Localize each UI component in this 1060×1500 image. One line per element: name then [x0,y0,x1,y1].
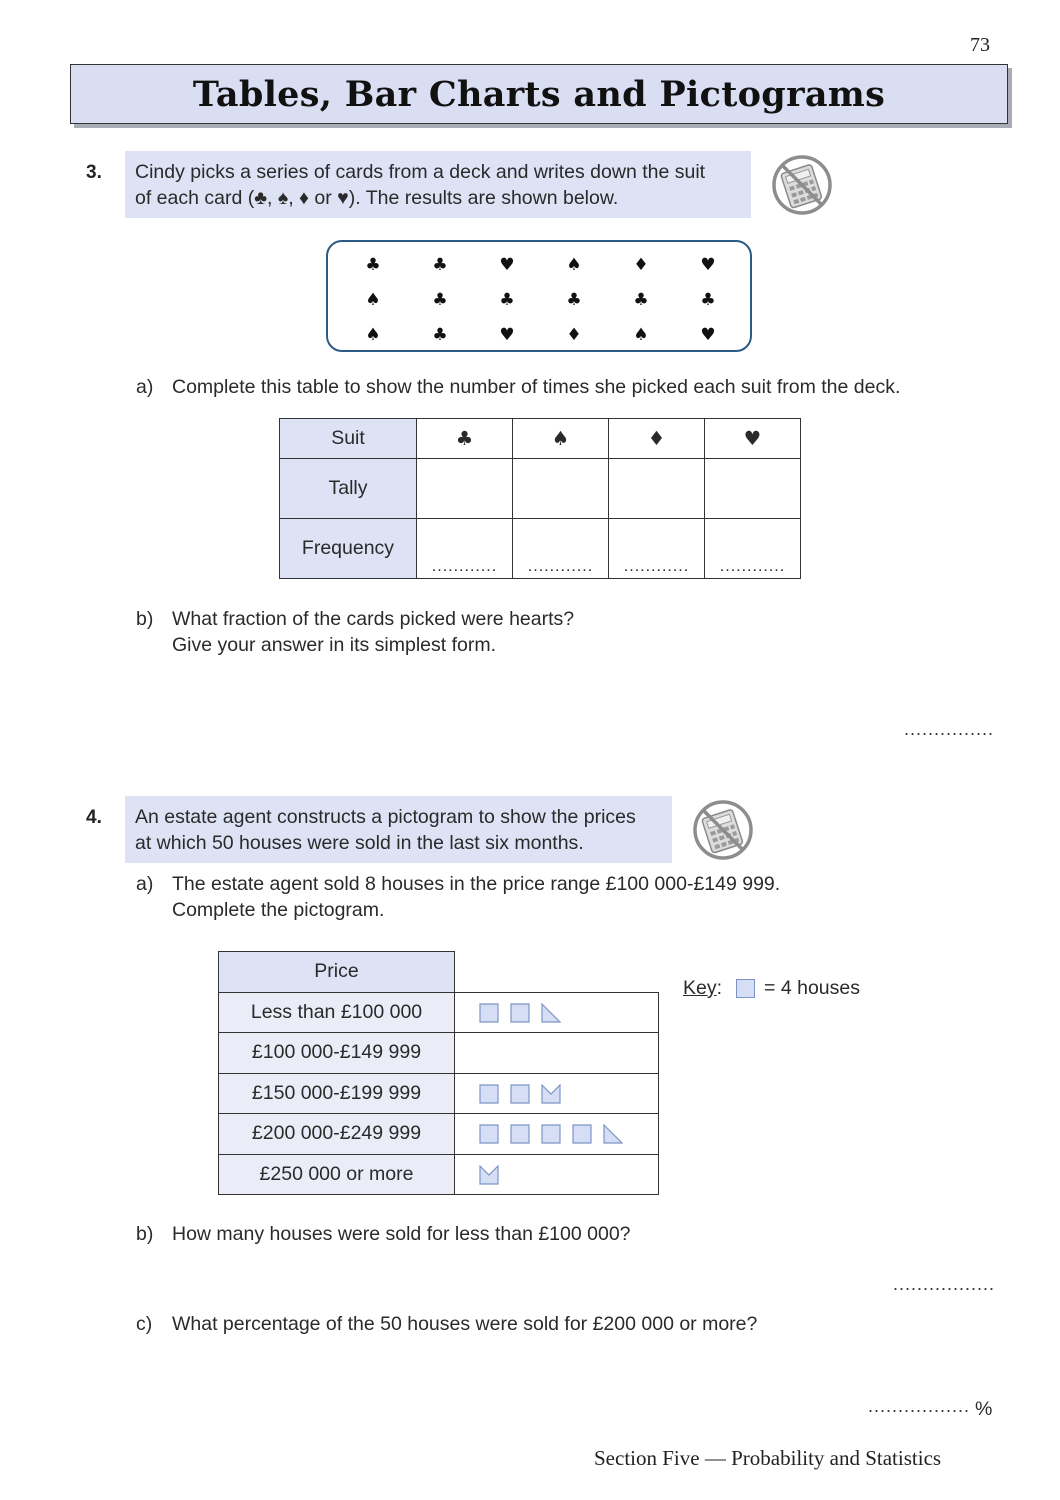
question-3-intro-line-2: of each card (♣, ♠, ♦ or ♥). The results are shown below. [135,187,619,209]
frequency-cell-spades[interactable]: ............ [513,519,609,579]
suit-clubs: ♣ [417,419,513,459]
row-header-frequency: Frequency [280,519,417,579]
house-symbol-full-icon [479,1124,499,1144]
price-row-label: £250 000 or more [219,1154,455,1195]
pictogram-row [455,1114,659,1155]
q4b-label: b) [136,1223,154,1245]
suit-spades: ♠ [513,419,609,459]
tally-cell-clubs[interactable] [417,459,513,519]
q4a-label: a) [136,873,154,895]
question-4-intro-line-1: An estate agent constructs a pictogram to show the prices [135,806,636,828]
card-r1-c5: ♦ [633,255,649,275]
row-header-tally: Tally [280,459,417,519]
house-symbol-quarter-icon [603,1124,623,1144]
card-r3-c3: ♥ [499,325,515,345]
key-colon: : [716,977,723,999]
pictogram-key [683,977,860,1000]
key-label: Key [683,977,717,999]
question-3-intro [125,151,751,218]
q3b-line-1: What fraction of the cards picked were hearts? [172,608,575,630]
house-symbol-full-icon [479,1003,499,1023]
no-calculator-icon [770,154,834,222]
key-text: = 4 houses [764,977,860,999]
card-r2-c3: ♣ [499,290,515,310]
house-symbol-full-icon [510,1003,530,1023]
no-calculator-icon [691,799,755,867]
cards-box [326,240,752,352]
price-header: Price [219,952,455,993]
card-r2-c1: ♠ [365,290,381,310]
price-row-label: £200 000-£249 999 [219,1114,455,1155]
house-symbol-quarter-icon [541,1003,561,1023]
key-square-icon [736,979,755,998]
pictogram-row [455,992,659,1033]
q4b-text: How many houses were sold for less than £100 000? [172,1223,631,1245]
pictogram-table [218,951,659,1195]
pictogram-row-answer[interactable] [455,1033,659,1074]
card-r2-c6: ♣ [700,290,716,310]
house-symbol-full-icon [510,1124,530,1144]
card-r1-c3: ♥ [499,255,515,275]
house-symbol-full-icon [479,1084,499,1104]
card-r3-c6: ♥ [700,325,716,345]
card-r1-c1: ♣ [365,255,381,275]
card-r1-c4: ♠ [566,255,582,275]
q4c-percent-unit: % [975,1398,993,1420]
house-symbol-full-icon [572,1124,592,1144]
title-banner [70,64,1008,124]
pictogram-row [455,1073,659,1114]
row-header-suit: Suit [280,419,417,459]
q3a-label: a) [136,376,154,398]
card-r2-c5: ♣ [633,290,649,310]
card-r1-c2: ♣ [432,255,448,275]
house-symbol-full-icon [510,1084,530,1104]
card-r2-c4: ♣ [566,290,582,310]
q4b-answer-line[interactable]: ................. [893,1274,996,1294]
frequency-cell-diamonds[interactable]: ............ [609,519,705,579]
price-row-label: £150 000-£199 999 [219,1073,455,1114]
question-4-intro-line-2: at which 50 houses were sold in the last six months. [135,832,584,854]
q4c-label: c) [136,1313,153,1335]
q4a-line-1: The estate agent sold 8 houses in the price range £100 000-£149 999. [172,873,781,895]
tally-cell-diamonds[interactable] [609,459,705,519]
house-symbol-half-icon [479,1165,499,1185]
question-4-number: 4. [86,807,102,828]
q3a-text: Complete this table to show the number of times she picked each suit from the deck. [172,376,901,398]
page-title: Tables, Bar Charts and Pictograms [192,73,886,115]
card-r1-c6: ♥ [700,255,716,275]
frequency-cell-clubs[interactable]: ............ [417,519,513,579]
q4a-line-2: Complete the pictogram. [172,899,385,921]
frequency-cell-hearts[interactable]: ............ [705,519,801,579]
card-r2-c2: ♣ [432,290,448,310]
pictogram-row [455,1154,659,1195]
section-footer: Section Five — Probability and Statistics [594,1446,942,1470]
card-r3-c4: ♦ [566,325,582,345]
card-r3-c5: ♠ [633,325,649,345]
page-number: 73 [970,34,990,56]
card-r3-c1: ♠ [365,325,381,345]
card-r3-c2: ♣ [432,325,448,345]
suit-hearts: ♥ [705,419,801,459]
house-symbol-full-icon [541,1124,561,1144]
q4c-text: What percentage of the 50 houses were sold for £200 000 or more? [172,1313,758,1335]
q4c-answer-line[interactable]: ................. [868,1396,971,1416]
price-row-label: Less than £100 000 [219,992,455,1033]
question-3-intro-line-1: Cindy picks a series of cards from a deck and writes down the suit [135,161,706,183]
q3b-answer-line[interactable]: ............... [904,719,995,739]
tally-cell-hearts[interactable] [705,459,801,519]
q3b-label: b) [136,608,154,630]
house-symbol-half-icon [541,1084,561,1104]
price-row-label: £100 000-£149 999 [219,1033,455,1074]
tally-cell-spades[interactable] [513,459,609,519]
suit-frequency-table [279,418,801,579]
question-3-number: 3. [86,162,102,183]
q3b-line-2: Give your answer in its simplest form. [172,634,497,656]
suit-diamonds: ♦ [609,419,705,459]
question-4-intro [125,796,672,863]
